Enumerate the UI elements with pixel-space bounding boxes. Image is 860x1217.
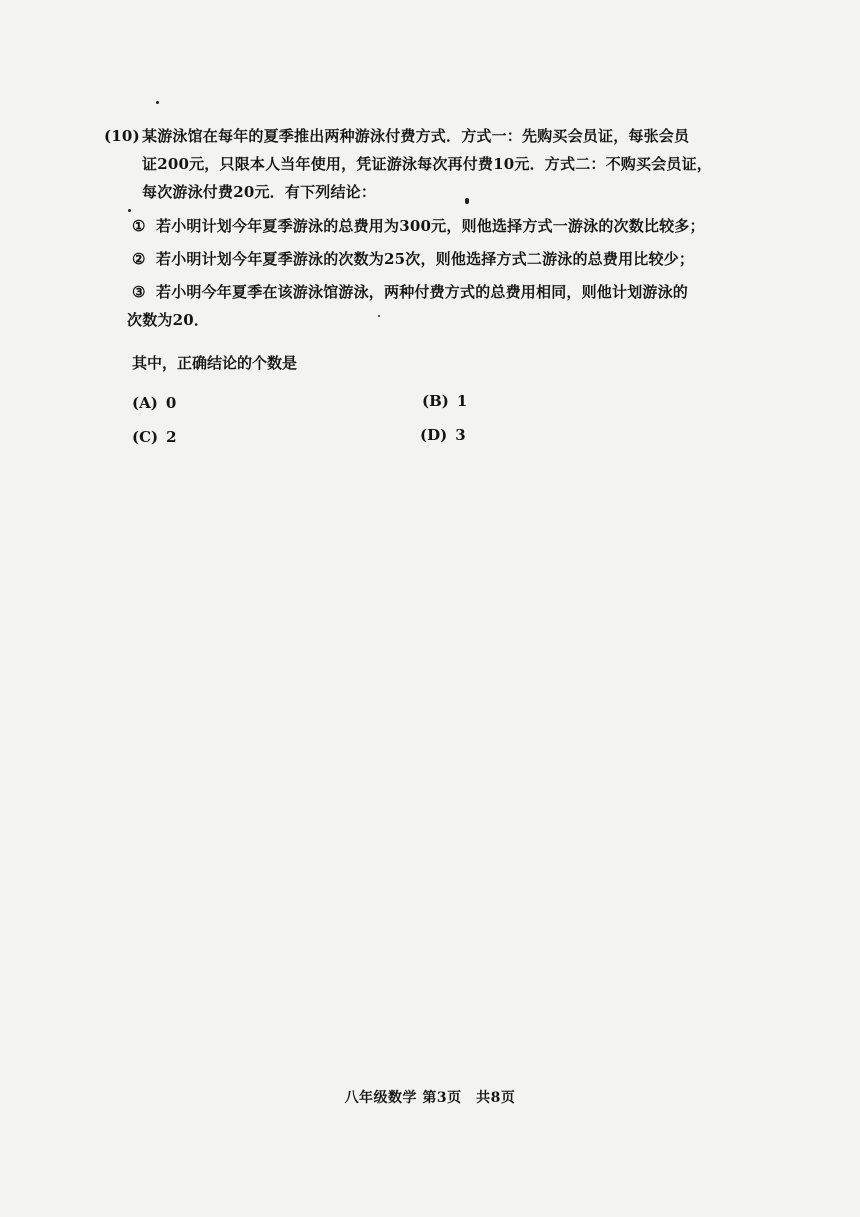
option-letter: (A): [132, 394, 158, 412]
question-stem: [104, 122, 724, 206]
option-letter: (B): [422, 392, 449, 410]
conclusion-marker: ①: [132, 217, 146, 235]
option-a[interactable]: [132, 394, 176, 412]
stem-line: 证200元，只限本人当年使用，凭证游泳每次再付费10元．方式二：不购买会员证，: [142, 155, 712, 173]
question-10: [104, 122, 724, 339]
option-letter: (C): [132, 428, 159, 446]
conclusion-text: 若小明今年夏季在该游泳馆游泳，两种付费方式的总费用相同，则他计划游泳的: [156, 283, 689, 301]
stem-line: 每次游泳付费20元．有下列结论：: [142, 183, 377, 201]
conclusion-item: [132, 212, 724, 240]
conclusion-item: [132, 245, 724, 273]
option-letter: (D): [420, 426, 448, 444]
conclusion-item: [127, 278, 724, 334]
option-value: 0: [165, 394, 177, 412]
conclusion-text: 若小明计划今年夏季游泳的次数为25次，则他选择方式二游泳的总费用比较少；: [156, 250, 695, 268]
option-c[interactable]: [132, 428, 177, 446]
scan-speck: [156, 101, 159, 104]
conclusion-text-continued: 次数为20．: [127, 311, 210, 329]
conclusion-marker: ②: [132, 250, 146, 268]
conclusion-marker: ③: [132, 283, 146, 301]
conclusion-list: [104, 212, 724, 334]
stem-line: 某游泳馆在每年的夏季推出两种游泳付费方式．方式一：先购买会员证，每张会员: [142, 127, 690, 145]
option-value: 1: [456, 392, 468, 410]
page-footer: 八年级数学 第3页 共8页: [344, 1090, 516, 1106]
conclusion-text: 若小明计划今年夏季游泳的总费用为300元，则他选择方式一游泳的次数比较多；: [156, 217, 705, 235]
option-value: 2: [166, 428, 177, 446]
question-number: (10): [104, 127, 140, 145]
option-value: 3: [455, 426, 466, 444]
question-prompt: 其中，正确结论的个数是: [132, 354, 298, 372]
option-d[interactable]: [420, 426, 466, 444]
option-b[interactable]: [422, 392, 467, 410]
